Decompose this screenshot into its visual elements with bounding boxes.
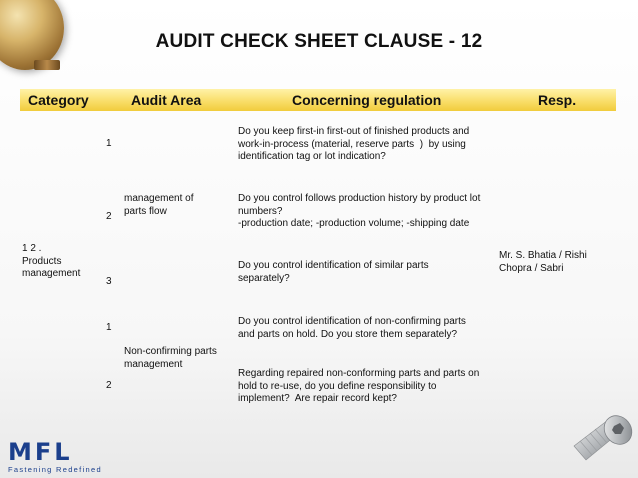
audit-area-nonconfirming — [124, 346, 217, 371]
header-regulation: Concerning regulation — [292, 92, 442, 108]
page-title: AUDIT CHECK SHEET CLAUSE - 12 — [155, 31, 483, 52]
regulation-line: hold to re-use, do you define responsibility to — [238, 380, 437, 392]
header-category: Category — [28, 92, 89, 108]
regulation-text — [238, 126, 469, 164]
logo-tagline: Fastening Redefined — [8, 465, 102, 474]
logo-mark: MFL — [8, 438, 73, 466]
regulation-text — [238, 316, 466, 341]
regulation-line: separately? — [238, 272, 290, 284]
regulation-line: work-in-process (material, reserve parts ) by using — [238, 138, 466, 150]
regulation-line: Do you control follows production history by product lot — [238, 193, 481, 204]
category-name-line1: Products — [22, 255, 62, 267]
regulation-line: implement? Are repair record kept? — [238, 393, 397, 404]
responsible-cell — [499, 250, 587, 275]
bolt-icon — [568, 412, 634, 472]
regulation-line: Do you keep first-in first-out of finished products and — [238, 126, 470, 137]
audit-area-line2: management — [124, 358, 183, 370]
regulation-line: and parts on hold. Do you store them separately? — [238, 328, 458, 340]
item-number: 2 — [106, 380, 112, 391]
regulation-line: Do you control identification of similar parts — [238, 260, 429, 271]
regulation-line: identification tag or lot indication? — [238, 151, 386, 162]
regulation-text — [238, 368, 479, 406]
item-number: 1 — [106, 322, 112, 333]
item-number: 1 — [106, 138, 112, 149]
globe-stand-decoration — [34, 60, 60, 70]
category-name-line2: management — [22, 268, 81, 279]
audit-area-line2: parts flow — [124, 205, 167, 217]
category-cell — [22, 243, 80, 281]
regulation-text — [238, 193, 480, 231]
table-header-bar — [20, 89, 616, 111]
category-number: 1 2 . — [22, 243, 42, 254]
mfl-logo — [8, 440, 118, 474]
audit-area-line1: management of — [124, 193, 194, 204]
regulation-line: Regarding repaired non-conforming parts and parts on — [238, 368, 480, 379]
header-audit-area: Audit Area — [131, 92, 202, 108]
item-number: 3 — [106, 276, 112, 287]
audit-area-line1: Non-confirming parts — [124, 346, 217, 357]
regulation-line: numbers? — [238, 205, 283, 217]
responsible-line: Mr. S. Bhatia / Rishi — [499, 250, 587, 261]
responsible-line: Chopra / Sabri — [499, 262, 564, 274]
audit-area-parts-flow — [124, 193, 194, 218]
header-resp: Resp. — [538, 92, 577, 108]
regulation-text — [238, 260, 429, 285]
regulation-line: -production date; -production volume; -shipping date — [238, 218, 470, 229]
regulation-line: Do you control identification of non-confirming parts — [238, 316, 466, 327]
item-number: 2 — [106, 211, 112, 222]
